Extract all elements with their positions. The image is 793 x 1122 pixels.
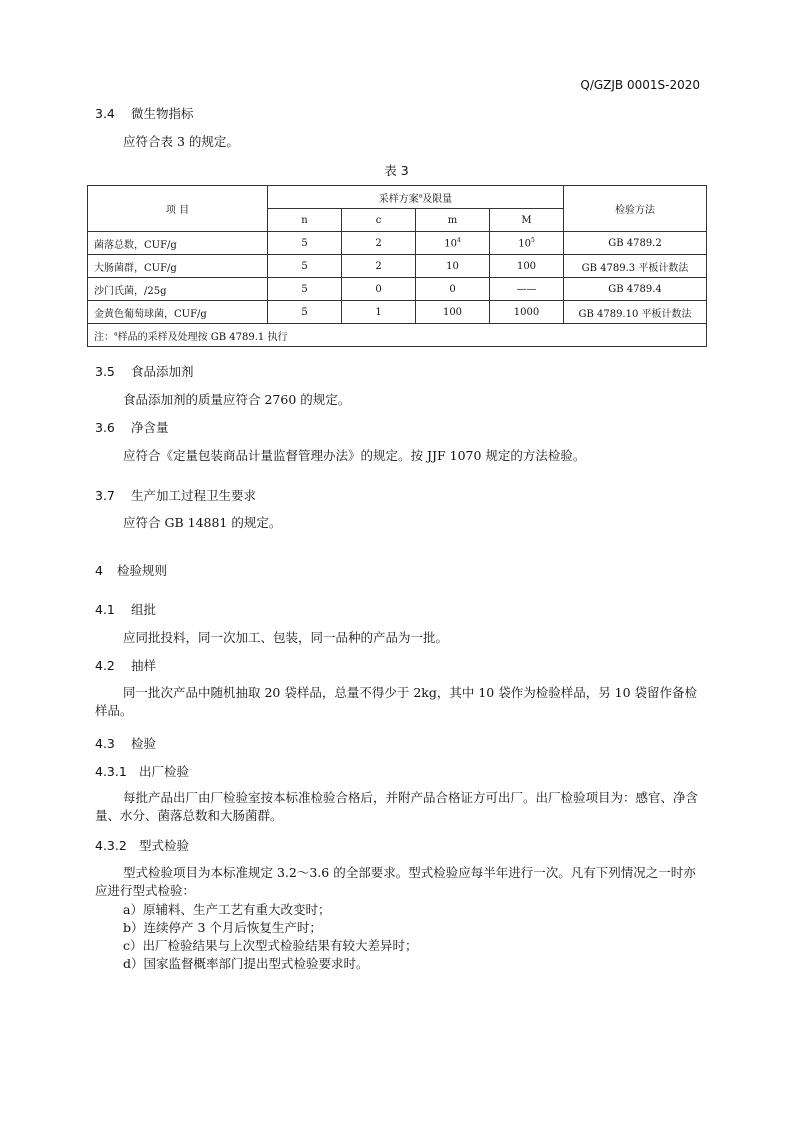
section-4-3-1-heading: 4.3.1 出厂检验 — [95, 764, 190, 779]
section-4-1-heading: 4.1 组批 — [95, 602, 157, 617]
header-sampling-plan: 采样方案$^a$及限量 — [268, 186, 564, 209]
section-4-2-heading: 4.2 抽样 — [95, 658, 157, 673]
section-4-3-1-text: 每批产品出厂由厂检验室按本标准检验合格后，并附产品合格证方可出厂。出厂检验项目为：感官、净含量、水分、菌落总数和大肠菌群。 — [95, 790, 699, 823]
header-method: 检验方法 — [564, 186, 707, 232]
section-title: 微生物指标 — [131, 106, 194, 121]
list-item: d）国家监督概率部门提出型式检验要求时。 — [123, 956, 369, 971]
section-3-7-heading: 3.7 生产加工过程卫生要求 — [95, 488, 257, 503]
section-4-3-heading: 4.3 检验 — [95, 736, 157, 751]
section-3-4-heading — [95, 104, 194, 122]
section-3-6-heading: 3.6 净含量 — [95, 420, 169, 435]
header-n: n — [268, 209, 342, 232]
section-3-4-text: 应符合表 3 的规定。 — [123, 134, 239, 149]
list-item: a）原辅料、生产工艺有重大改变时； — [123, 902, 331, 917]
section-4-heading: 4 检验规则 — [95, 563, 168, 578]
document-number: Q/GZJB 0001S-2020 — [580, 78, 700, 92]
microbial-limits-table — [87, 185, 707, 347]
table-caption: 表 3 — [384, 163, 409, 178]
header-m: m — [416, 209, 490, 232]
section-3-5-heading: 3.5 食品添加剂 — [95, 364, 194, 379]
section-number: 3.4 — [95, 106, 115, 121]
section-3-5-text: 食品添加剂的质量应符合 2760 的规定。 — [123, 392, 351, 407]
table-row: 菌落总数，CUF/g 5 2 $10^4$ $10^5$ GB 4789.2 — [88, 232, 707, 255]
table-row: 大肠菌群，CUF/g 5 2 10 100 GB 4789.3 平板计数法 — [88, 255, 707, 278]
header-M: M — [490, 209, 564, 232]
header-c: c — [342, 209, 416, 232]
section-3-7-text: 应符合 GB 14881 的规定。 — [123, 515, 282, 530]
list-item: b）连续停产 3 个月后恢复生产时； — [123, 920, 322, 935]
table-row: 沙门氏菌，/25g 5 0 0 —— GB 4789.4 — [88, 278, 707, 301]
table-note: 注：$^a$样品的采样及处理按 GB 4789.1 执行 — [88, 324, 707, 347]
section-4-1-text: 应同批投料，同一次加工、包装，同一品种的产品为一批。 — [123, 630, 449, 645]
list-item: c）出厂检验结果与上次型式检验结果有较大差异时； — [123, 938, 418, 953]
table-row: 金黄色葡萄球菌，CUF/g 5 1 100 1000 GB 4789.10 平板计数法 — [88, 301, 707, 324]
section-4-3-2-heading: 4.3.2 型式检验 — [95, 838, 190, 853]
section-4-2-text: 同一批次产品中随机抽取 20 袋样品，总量不得少于 2kg，其中 10 袋作为检验样品，另 10 袋留作备检样品。 — [95, 685, 698, 718]
section-4-3-2-text: 型式检验项目为本标准规定 3.2～3.6 的全部要求。型式检验应每半年进行一次。凡有下列情况之一时亦应进行型式检验： — [95, 865, 696, 898]
section-3-6-text: 应符合《定量包装商品计量监督管理办法》的规定。按 JJF 1070 规定的方法检验。 — [123, 448, 586, 463]
header-item: 项 目 — [88, 186, 268, 232]
